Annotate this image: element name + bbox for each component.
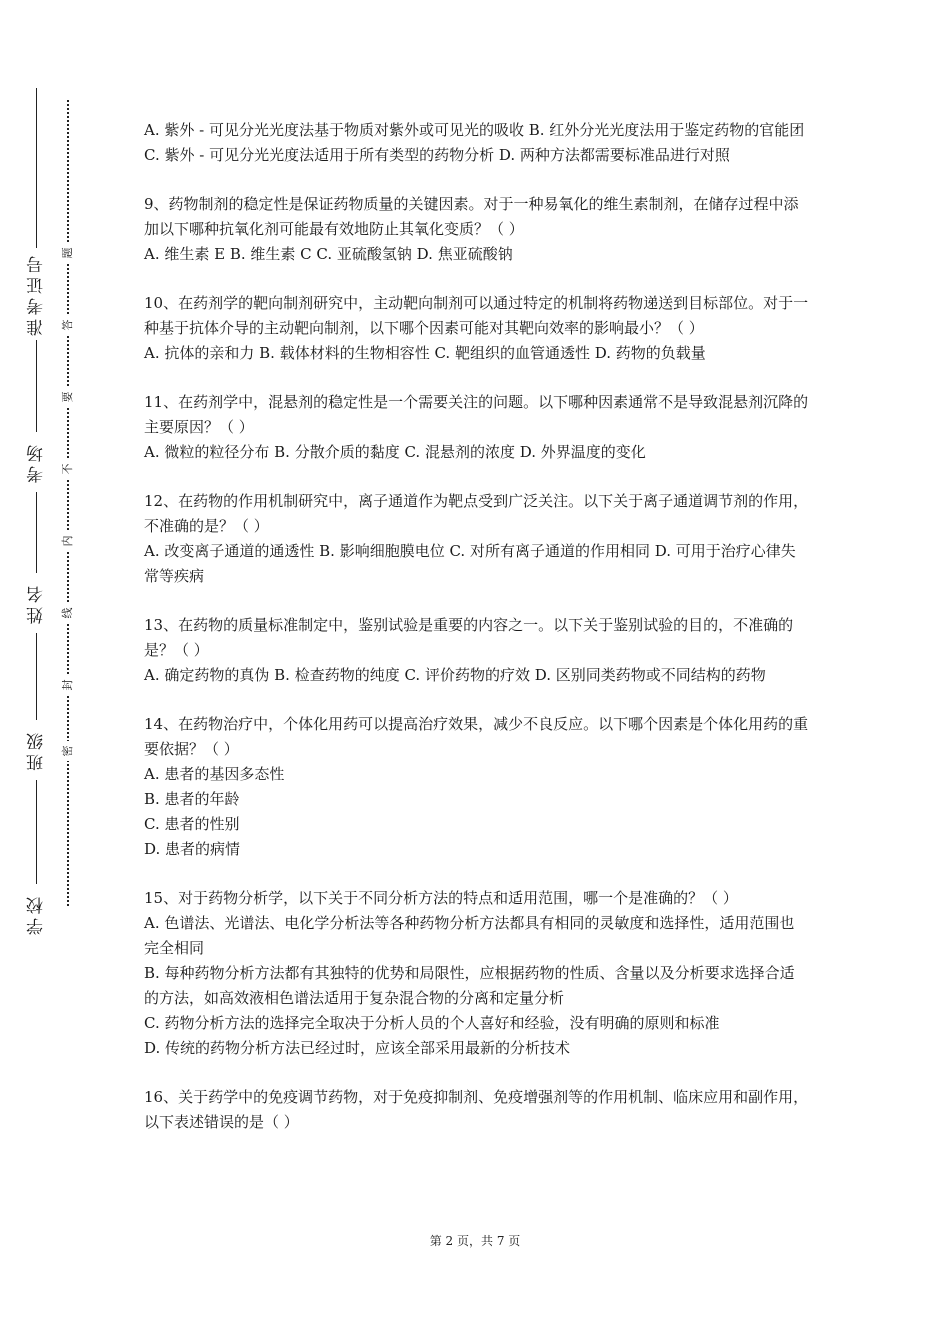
question-options: A. 维生素 E B. 维生素 C C. 亚硫酸氢钠 D. 焦亚硫酸钠 bbox=[144, 245, 513, 263]
seal-char: 答 bbox=[61, 315, 75, 335]
question-stem: 15、对于药物分析学，以下关于不同分析方法的特点和适用范围，哪一个是准确的？（ ） bbox=[144, 889, 738, 907]
option-a: A. 患者的基因多态性 bbox=[144, 765, 285, 783]
question-16 bbox=[144, 1085, 809, 1135]
question-15 bbox=[144, 886, 809, 1061]
option-d: D. 传统的药物分析方法已经过时，应该全部采用最新的分析技术 bbox=[144, 1039, 571, 1057]
binding-dotted-line bbox=[67, 100, 69, 906]
seal-char: 线 bbox=[61, 603, 75, 623]
question-stem: 14、在药物治疗中，个体化用药可以提高治疗效果，减少不良反应。以下哪个因素是个体化用药的重要依据？（ ） bbox=[144, 715, 809, 758]
seal-char: 内 bbox=[61, 531, 75, 551]
question-13 bbox=[144, 613, 809, 688]
name-label: 姓名 bbox=[20, 573, 54, 633]
option-a: A. 色谱法、光谱法、电化学分析法等各种药物分析方法都具有相同的灵敏度和选择性，适用范围也完全相同 bbox=[144, 914, 795, 957]
option-b: B. 患者的年龄 bbox=[144, 790, 240, 808]
question-options: A. 改变离子通道的通透性 B. 影响细胞膜电位 C. 对所有离子通道的作用相同 D. 可用于治疗心律失常等疾病 bbox=[144, 542, 796, 585]
school-label: 学校 bbox=[20, 884, 54, 944]
seal-char: 不 bbox=[61, 459, 75, 479]
question-10 bbox=[144, 291, 809, 366]
question-options: A. 微粒的粒径分布 B. 分散介质的黏度 C. 混悬剂的浓度 D. 外界温度的变化 bbox=[144, 443, 646, 461]
option-c: C. 药物分析方法的选择完全取决于分析人员的个人喜好和经验，没有明确的原则和标准 bbox=[144, 1014, 720, 1032]
exam-number-label: 准考证号 bbox=[20, 248, 54, 340]
question-options: A. 确定药物的真伪 B. 检查药物的纯度 C. 评价药物的疗效 D. 区别同类药物或不同结构的药物 bbox=[144, 666, 766, 684]
page-number: 第 2 页，共 7 页 bbox=[429, 1234, 521, 1248]
seal-char: 密 bbox=[61, 741, 75, 761]
binding-margin bbox=[0, 0, 110, 1344]
question-12 bbox=[144, 489, 809, 589]
question-stem: 10、在药剂学的靶向制剂研究中，主动靶向制剂可以通过特定的机制将药物递送到目标部位。对于一种基于抗体介导的主动靶向制剂，以下哪个因素可能对其靶向效率的影响最小？（ ） bbox=[144, 294, 809, 337]
question-stem: 13、在药物的质量标准制定中，鉴别试验是重要的内容之一。以下关于鉴别试验的目的，不准确的是？（ ） bbox=[144, 616, 794, 659]
question-options: A. 抗体的亲和力 B. 载体材料的生物相容性 C. 靶组织的血管通透性 D. 药物的负载量 bbox=[144, 344, 706, 362]
class-label: 班级 bbox=[20, 720, 54, 780]
question-14 bbox=[144, 712, 809, 862]
exam-room-label: 考场 bbox=[20, 432, 54, 492]
seal-char: 要 bbox=[61, 387, 75, 407]
option-b: B. 每种药物分析方法都有其独特的优势和局限性，应根据药物的性质、含量以及分析要求选择合适的方法，如高效液相色谱法适用于复杂混合物的分离和定量分析 bbox=[144, 964, 795, 1007]
question-stem: 16、关于药学中的免疫调节药物，对于免疫抑制剂、免疫增强剂等的作用机制、临床应用和副作用，以下表述错误的是（ ） bbox=[144, 1088, 809, 1131]
option-d: D. 患者的病情 bbox=[144, 840, 241, 858]
question-stem: 12、在药物的作用机制研究中，离子通道作为靶点受到广泛关注。以下关于离子通道调节剂的作用，不准确的是？（ ） bbox=[144, 492, 809, 535]
question-stem: 11、在药剂学中，混悬剂的稳定性是一个需要关注的问题。以下哪种因素通常不是导致混悬剂沉降的主要原因？（ ） bbox=[144, 393, 809, 436]
question-8-options bbox=[144, 118, 809, 168]
binding-solid-line bbox=[36, 88, 37, 930]
question-options: A. 紫外 - 可见分光光度法基于物质对紫外或可见光的吸收 B. 红外分光光度法用于鉴定药物的官能团 C. 紫外 - 可见分光光度法适用于所有类型的药物分析 D. 两种方法都需要标准品进行对照 bbox=[144, 121, 805, 164]
page-footer bbox=[0, 1232, 950, 1249]
seal-char: 封 bbox=[61, 675, 75, 695]
option-c: C. 患者的性别 bbox=[144, 815, 240, 833]
question-11 bbox=[144, 390, 809, 465]
seal-char: 题 bbox=[61, 243, 75, 263]
question-list bbox=[144, 118, 809, 1159]
question-9 bbox=[144, 192, 809, 267]
question-stem: 9、药物制剂的稳定性是保证药物质量的关键因素。对于一种易氧化的维生素制剂，在储存过程中添加以下哪种抗氧化剂可能最有效地防止其氧化变质？（ ） bbox=[144, 195, 799, 238]
